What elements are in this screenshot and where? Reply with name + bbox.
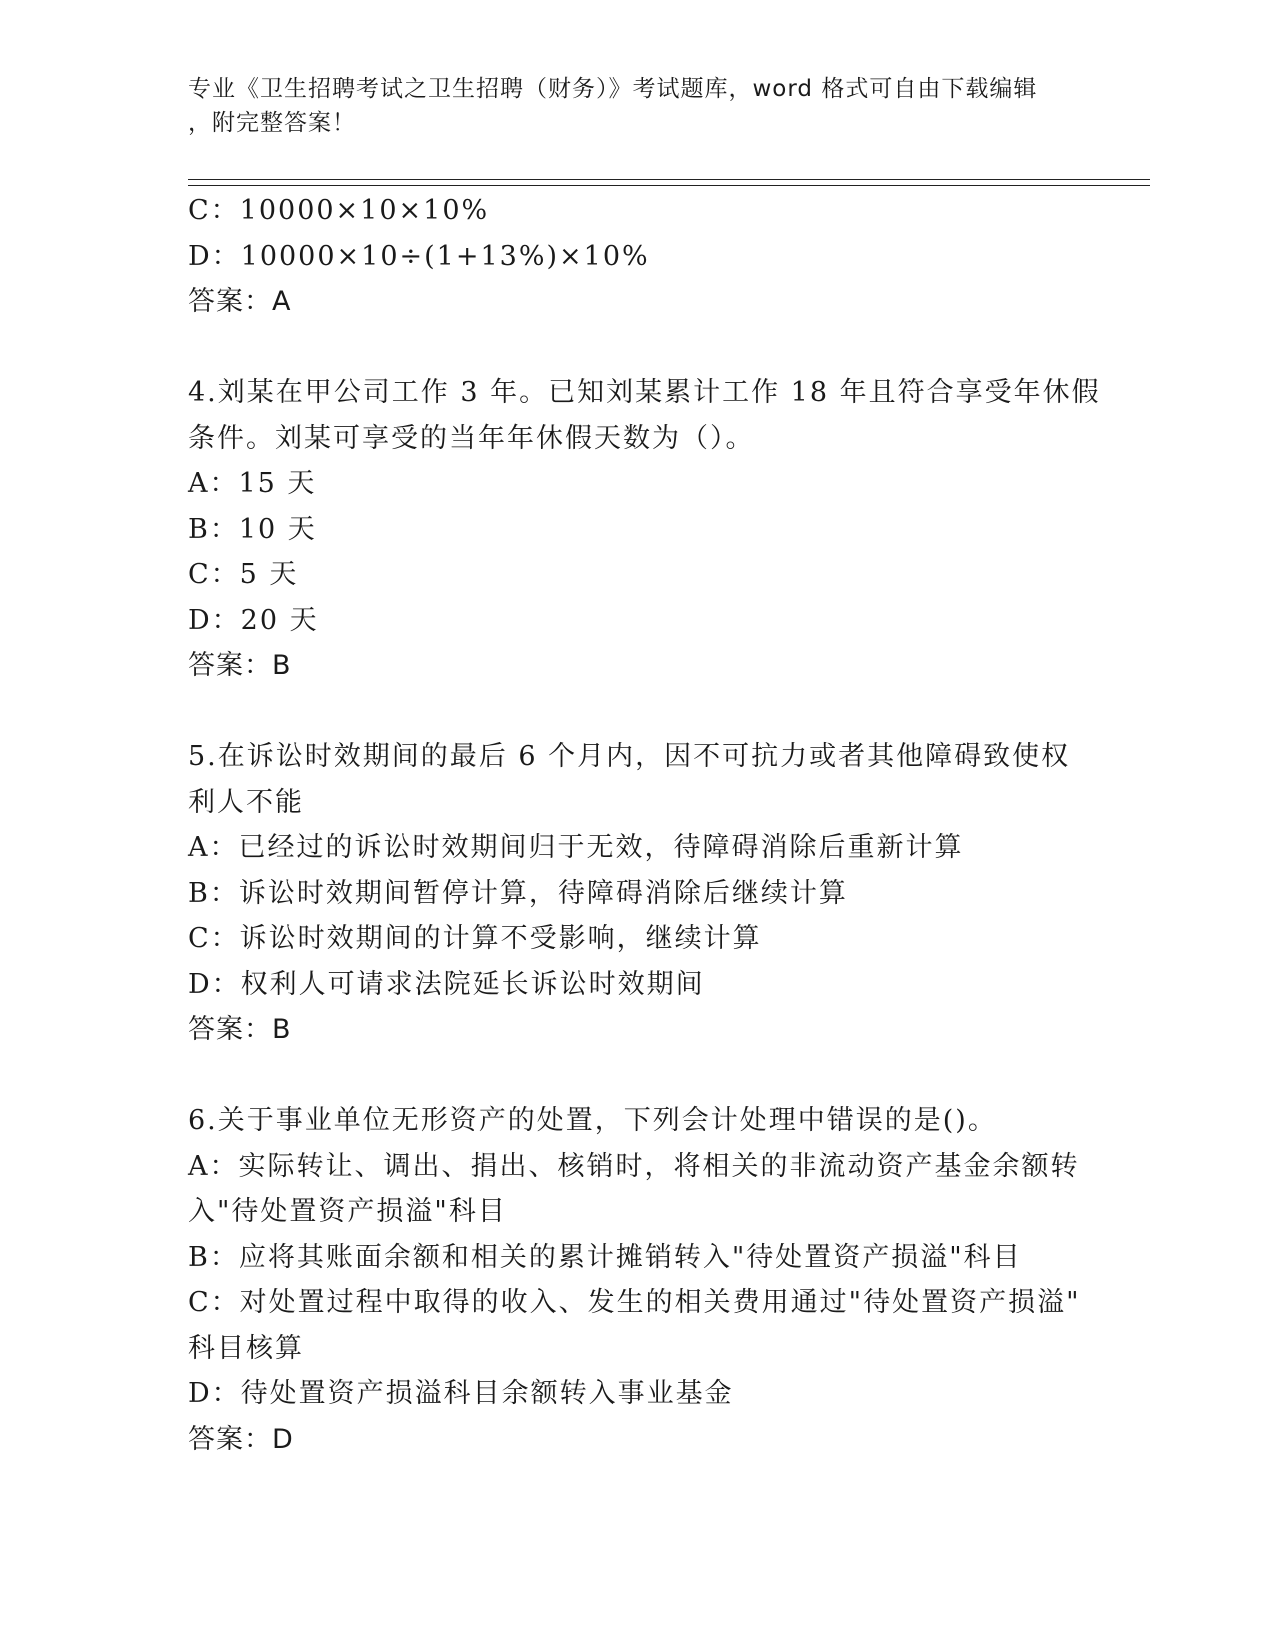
q4-option-c: C：5 天 [188,559,299,590]
q5-stem-line-1: 5.在诉讼时效期间的最后 6 个月内，因不可抗力或者其他障碍致使权 [188,741,1071,772]
q6-option-b: B：应将其账面余额和相关的累计摊销转入"待处置资产损溢"科目 [188,1241,1022,1273]
q4-stem-line-1: 4.刘某在甲公司工作 3 年。已知刘某累计工作 18 年且符合享受年休假 [188,377,1101,408]
q6-option-a-line-2: 入"待处置资产损溢"科目 [188,1196,507,1227]
q5-option-a: A：已经过的诉讼时效期间归于无效，待障碍消除后重新计算 [188,832,964,863]
q6-stem: 6.关于事业单位无形资产的处置，下列会计处理中错误的是()。 [188,1105,997,1136]
spacer [188,689,1148,735]
q4-answer: 答案：B [188,650,292,681]
q4-option-b: B：10 天 [188,513,317,545]
q6-answer: 答案：D [188,1423,294,1455]
q5-option-c: C：诉讼时效期间的计算不受影响，继续计算 [188,923,762,954]
spacer [188,325,1148,371]
q5-stem-line-2: 利人不能 [188,786,304,818]
q6-option-c-line-1: C：对处置过程中取得的收入、发生的相关费用通过"待处置资产损溢" [188,1287,1081,1318]
header-line-2: ，附完整答案！ [188,110,356,136]
header-rule-bottom [188,185,1150,186]
q4-option-a: A：15 天 [188,468,317,499]
spacer [188,1053,1148,1099]
prev-option-d: D：10000×10÷(1+13%)×10% [188,240,650,272]
prev-option-c: C：10000×10×10% [188,195,490,226]
question-content [188,188,1148,1462]
q5-option-b: B：诉讼时效期间暂停计算，待障碍消除后继续计算 [188,877,848,909]
q4-option-d: D：20 天 [188,604,319,636]
header-line-1: 专业《卫生招聘考试之卫生招聘（财务）》考试题库，word 格式可自由下载编辑 [188,76,1038,102]
q5-answer: 答案：B [188,1014,292,1045]
q6-option-c-line-2: 科目核算 [188,1332,304,1364]
q6-option-d: D：待处置资产损溢科目余额转入事业基金 [188,1378,734,1409]
q6-option-a-line-1: A：实际转让、调出、捐出、核销时，将相关的非流动资产基金余额转 [188,1150,1080,1182]
document-header [188,72,1088,140]
q5-option-d: D：权利人可请求法院延长诉讼时效期间 [188,968,705,1000]
header-rule-top [188,179,1150,180]
q4-stem-line-2: 条件。刘某可享受的当年年休假天数为（）。 [188,422,755,454]
prev-answer: 答案：A [188,286,292,317]
